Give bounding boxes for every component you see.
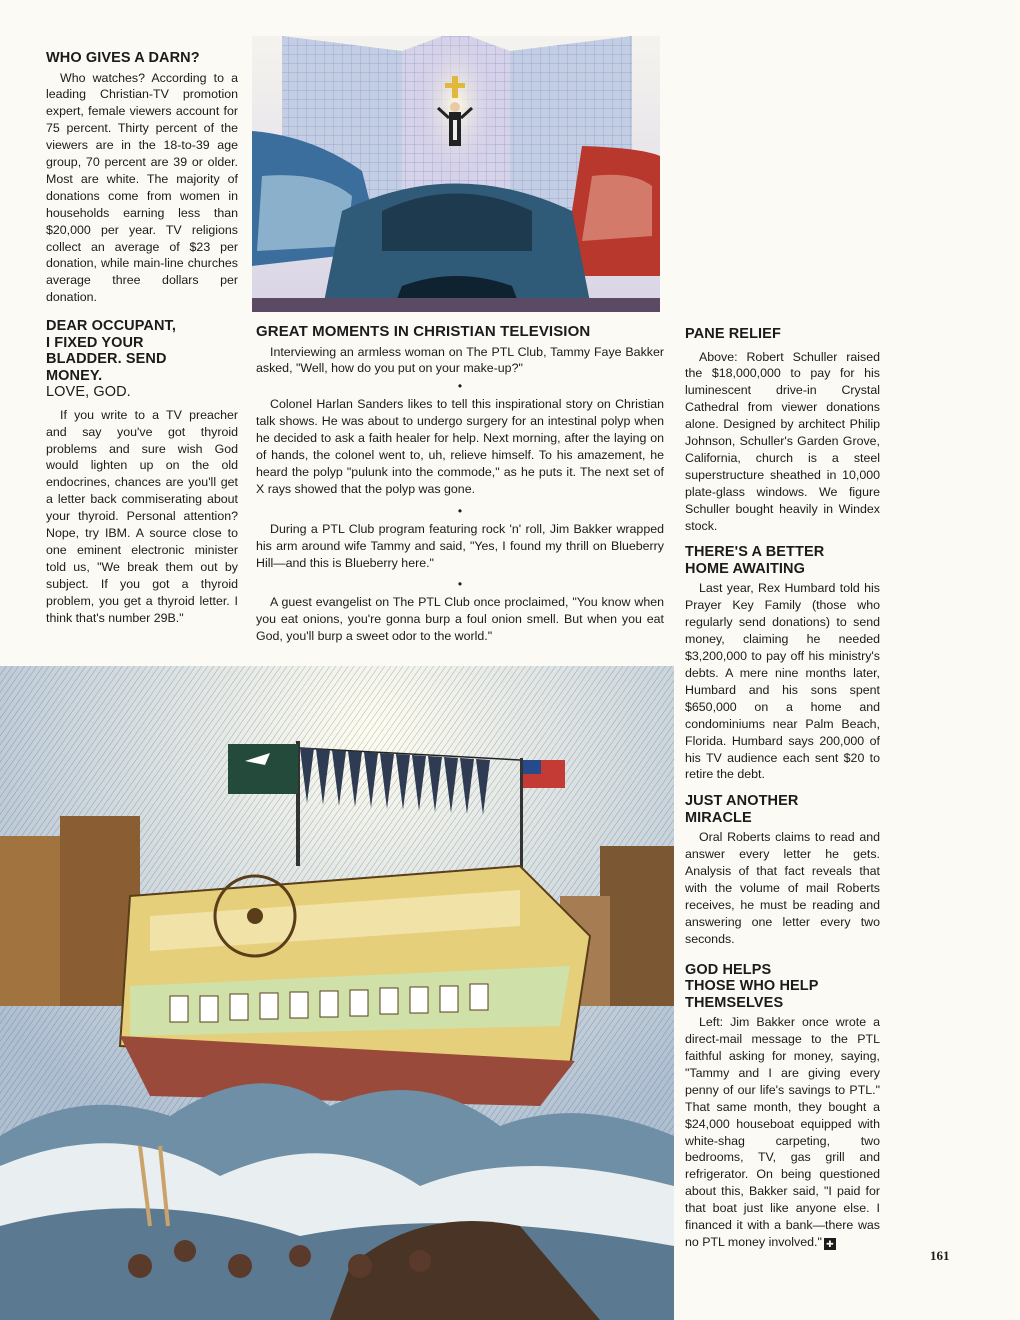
sidebar-heading-pane-relief: PANE RELIEF — [685, 326, 781, 342]
center-column — [256, 324, 664, 645]
houseboat-illustration — [0, 666, 674, 1320]
center-heading: GREAT MOMENTS IN CHRISTIAN TELEVISION — [256, 323, 591, 340]
separator-dot: • — [457, 379, 463, 394]
crystal-cathedral-illustration — [252, 36, 660, 312]
sidebar-body-who-gives: Who watches? According to a leading Christian-TV promotion expert, female viewers account for 75 percent. Thirty percent of the viewers are in the 18-to-39 age group, 70 percent are 39 or older. Most are white. The majority of donations come from women in households earning less than $20,000 per year. TV religions collect an average of $23 per donation, while main-line churches average three dollars per donation. — [46, 70, 238, 305]
sidebar-heading-better-home: THERE'S A BETTER HOME AWAITING — [685, 544, 825, 577]
sidebar-heading-who-gives: WHO GIVES A DARN? — [46, 50, 200, 66]
center-item-1: Interviewing an armless woman on The PTL Club, Tammy Faye Bakker asked, "Well, how do you put on your make-up?" — [256, 344, 664, 376]
sidebar-body-dear-occupant: If you write to a TV preacher and say you've got thyroid problems and sure wish God would lighten up on the old endocrines, chances are you'll get a letter back commiserating about your thyroid. Personal attention? Nope, try IBM. A source close to one eminent electronic minister told us, "We break them out by subject. If you got a thyroid problem, you get a thyroid letter. I think that's number 29B." — [46, 407, 238, 625]
sidebar-body-miracle: Oral Roberts claims to read and answer every letter he gets. Analysis of that fact reveals that with the volume of mail Roberts receives, he must be reading and answering one letter every two seconds. — [685, 830, 880, 946]
sidebar-body-better-home: Last year, Rex Humbard told his Prayer Key Family (those who regularly send donations) to send money, claiming he needed $3,200,000 to pay off his ministry's debts. A mere nine months later, Humbard and his sons spent $650,000 on a home and condominiums near Palm Beach, Florida. Humbard says 200,000 of his TV audience each sent $20 to retire the debt. — [685, 581, 880, 782]
sidebar-body-god-helps: Left: Jim Bakker once wrote a direct-mail message to the PTL faithful asking for money, saying, "Tammy and I are giving every penny of our life's savings to PTL." That same month, they bought a $24,000 houseboat equipped with white-shag carpeting, two bedrooms, TV, gas grill and refrigerator. On being questioned about this, Bakker said, "I paid for that boat just like anyone else. I financed it with a bank—there was no PTL money involved." ✚ — [685, 1015, 880, 1249]
sidebar-heading-dear-occupant: DEAR OCCUPANT, I FIXED YOUR BLADDER. SEND MONEY. LOVE, GOD. — [46, 318, 177, 401]
center-item-2: Colonel Harlan Sanders likes to tell this inspirational story on Christian talk shows. He was about to undergo surgery for an intestinal polyp when he decided to ask a faith healer for help. Next morning, after the laying on of hands, the colonel went to, uh, relieve himself. To his amazement, he heard the polyp "pulunk into the commode," as he puts it. The next set of X rays showed that the polyp was gone. — [256, 397, 664, 496]
left-sidebar — [46, 50, 238, 626]
separator-dot: • — [457, 577, 463, 592]
playboy-endmark-icon: ✚ — [824, 1238, 836, 1250]
right-sidebar — [685, 326, 880, 1251]
center-item-4: A guest evangelist on The PTL Club once proclaimed, "You know when you eat onions, you're gonna burp a foul onion smell. But when you eat God, you'll burp a sweet odor to the world." — [256, 595, 664, 644]
sidebar-body-pane-relief: Above: Robert Schuller raised the $18,000,000 to pay for his luminescent drive-in Crystal Cathedral from viewer donations alone. Designed by architect Philip Johnson, Schuller's Garden Grove, California, church is a steel superstructure sheathed in 10,000 plate-glass windows. We figure Schuller bought heavily in Windex stock. — [685, 349, 880, 533]
sidebar-heading-miracle: JUST ANOTHER MIRACLE — [685, 793, 799, 826]
separator-dot: • — [457, 503, 463, 518]
center-item-3: During a PTL Club program featuring rock 'n' roll, Jim Bakker wrapped his arm around wife Tammy and said, "Yes, I found my thrill on Blueberry Hill—and this is Blueberry here." — [256, 521, 664, 570]
page-number: 161 — [930, 1248, 950, 1263]
sidebar-heading-god-helps: GOD HELPS THOSE WHO HELP THEMSELVES — [685, 961, 819, 1011]
